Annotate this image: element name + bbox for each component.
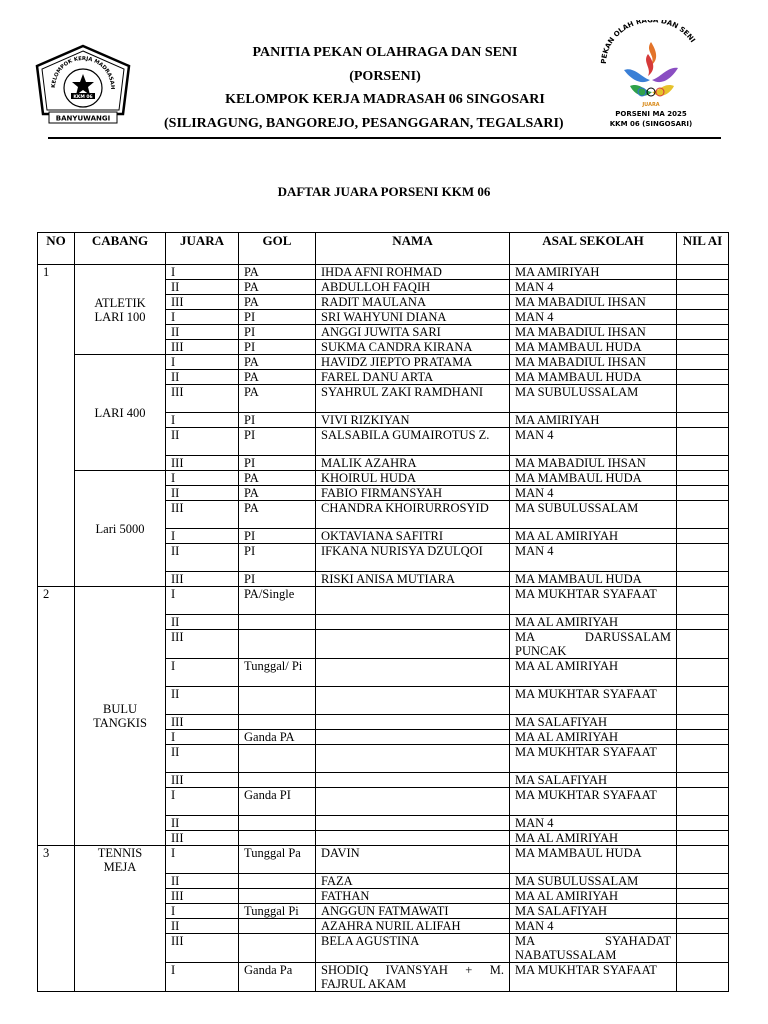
cell-asal-sekolah: MA MUKHTAR SYAFAAT <box>510 963 677 992</box>
cell-gol <box>239 630 316 659</box>
cell-asal-sekolah: MA MAMBAUL HUDA <box>510 370 677 385</box>
table-row <box>38 846 729 874</box>
col-header-juara: JUARA <box>166 233 239 265</box>
cell-gol: Tunggal Pa <box>239 846 316 874</box>
cell-gol: PI <box>239 544 316 572</box>
cell-asal-sekolah: MAN 4 <box>510 280 677 295</box>
cell-asal-sekolah: MAN 4 <box>510 310 677 325</box>
logo-left-banner-text: BANYUWANGI <box>55 114 111 123</box>
cell-nama: SRI WAHYUNI DIANA <box>316 310 510 325</box>
cell-nilai <box>677 587 729 615</box>
cell-nilai <box>677 831 729 846</box>
cell-nama: FAZA <box>316 874 510 889</box>
cell-asal-sekolah: MA SALAFIYAH <box>510 715 677 730</box>
header-line-2: (PORSENI) <box>349 69 421 84</box>
cell-nilai <box>677 659 729 687</box>
cell-gol <box>239 615 316 630</box>
cell-gol <box>239 874 316 889</box>
cell-nilai <box>677 471 729 486</box>
cell-nama: SALSABILA GUMAIROTUS Z. <box>316 428 510 456</box>
cell-asal-sekolah: MA AL AMIRIYAH <box>510 615 677 630</box>
cell-asal-sekolah: MAN 4 <box>510 816 677 831</box>
cell-juara: III <box>166 340 239 355</box>
cell-asal-sekolah: MAN 4 <box>510 544 677 572</box>
cell-asal-sekolah: MA AL AMIRIYAH <box>510 831 677 846</box>
cell-juara: II <box>166 544 239 572</box>
cell-nilai <box>677 963 729 992</box>
cell-gol: PA <box>239 385 316 413</box>
cell-nilai <box>677 413 729 428</box>
cell-asal-sekolah: MA AL AMIRIYAH <box>510 659 677 687</box>
cell-nama <box>316 730 510 745</box>
col-header-cabang: CABANG <box>75 233 166 265</box>
cell-juara: I <box>166 788 239 816</box>
cell-nilai <box>677 904 729 919</box>
cell-juara: I <box>166 904 239 919</box>
cell-nama: DAVIN <box>316 846 510 874</box>
cell-nama: OKTAVIANA SAFITRI <box>316 529 510 544</box>
cell-gol: PI <box>239 340 316 355</box>
cell-gol <box>239 934 316 963</box>
cell-asal-sekolah: MA MUKHTAR SYAFAAT <box>510 687 677 715</box>
cell-nama: RADIT MAULANA <box>316 295 510 310</box>
cell-juara: II <box>166 486 239 501</box>
cell-nama: SHODIQ IVANSYAH + M. FAJRUL AKAM <box>316 963 510 992</box>
header-line-1: PANITIA PEKAN OLAHRAGA DAN SENI <box>252 45 518 60</box>
cell-gol: Ganda Pa <box>239 963 316 992</box>
cell-gol <box>239 745 316 773</box>
cell-cabang: TENNIS MEJA <box>75 846 166 992</box>
cell-juara: II <box>166 816 239 831</box>
cell-nilai <box>677 280 729 295</box>
cell-juara: II <box>166 919 239 934</box>
cell-nama <box>316 773 510 788</box>
logo-left-center-text: KKM 06 <box>73 95 93 100</box>
header-line-3: KELOMPOK KERJA MADRASAH 06 SINGOSARI <box>225 92 545 107</box>
cell-nilai <box>677 874 729 889</box>
cell-gol: PA <box>239 295 316 310</box>
cell-gol: PI <box>239 413 316 428</box>
cell-nama <box>316 659 510 687</box>
cell-nilai <box>677 773 729 788</box>
cell-nilai <box>677 340 729 355</box>
cell-gol: PA <box>239 355 316 370</box>
cell-asal-sekolah: MA MAMBAUL HUDA <box>510 846 677 874</box>
cell-juara: III <box>166 501 239 529</box>
cell-juara: I <box>166 963 239 992</box>
cell-juara: III <box>166 572 239 587</box>
cell-gol: PA <box>239 486 316 501</box>
cell-asal-sekolah: MA MUKHTAR SYAFAAT <box>510 587 677 615</box>
cell-gol <box>239 773 316 788</box>
cell-asal-sekolah: MA SALAFIYAH <box>510 904 677 919</box>
cell-nilai <box>677 370 729 385</box>
cell-juara: III <box>166 889 239 904</box>
cell-asal-sekolah: MA MAMBAUL HUDA <box>510 471 677 486</box>
kkm-logo <box>33 44 133 126</box>
cell-asal-sekolah: MA MUKHTAR SYAFAAT <box>510 745 677 773</box>
cell-nilai <box>677 730 729 745</box>
svg-text:JUARA: JUARA <box>642 102 660 108</box>
cell-asal-sekolah: MA MABADIUL IHSAN <box>510 325 677 340</box>
cell-nilai <box>677 486 729 501</box>
cell-nilai <box>677 816 729 831</box>
cell-nilai <box>677 310 729 325</box>
cell-gol: PI <box>239 325 316 340</box>
cell-juara: III <box>166 715 239 730</box>
col-header-asal-sekolah: ASAL SEKOLAH <box>510 233 677 265</box>
cell-nama: BELA AGUSTINA <box>316 934 510 963</box>
cell-gol: PI <box>239 456 316 471</box>
cell-nama: ANGGI JUWITA SARI <box>316 325 510 340</box>
cell-gol <box>239 816 316 831</box>
cell-asal-sekolah: MA AL AMIRIYAH <box>510 889 677 904</box>
cell-nama <box>316 745 510 773</box>
header-line-4: (SILIRAGUNG, BANGOREJO, PESANGGARAN, TEGALSARI) <box>164 116 564 131</box>
cell-nilai <box>677 615 729 630</box>
cell-juara: II <box>166 687 239 715</box>
cell-juara: I <box>166 471 239 486</box>
cell-nilai <box>677 265 729 280</box>
cell-nilai <box>677 788 729 816</box>
header-divider <box>48 137 721 139</box>
winners-table <box>37 232 729 992</box>
cell-juara: II <box>166 615 239 630</box>
cell-cabang: ATLETIK LARI 100 <box>75 265 166 355</box>
cell-juara: II <box>166 874 239 889</box>
cell-nama <box>316 831 510 846</box>
cell-juara: I <box>166 659 239 687</box>
cell-nama: SUKMA CANDRA KIRANA <box>316 340 510 355</box>
cell-juara: I <box>166 529 239 544</box>
logo-left-ring-text: KELOMPOK KERJA MADRASAH <box>50 55 116 90</box>
table-body <box>38 265 729 992</box>
col-header-gol: GOL <box>239 233 316 265</box>
cell-nilai <box>677 544 729 572</box>
cell-nilai <box>677 572 729 587</box>
cell-nilai <box>677 428 729 456</box>
cell-nilai <box>677 355 729 370</box>
cell-nama: FATHAN <box>316 889 510 904</box>
cell-gol: PI <box>239 310 316 325</box>
cell-gol: Ganda PA <box>239 730 316 745</box>
cell-gol: PA <box>239 370 316 385</box>
cell-nilai <box>677 295 729 310</box>
cell-nilai <box>677 325 729 340</box>
cell-asal-sekolah: MA SUBULUSSALAM <box>510 501 677 529</box>
cell-juara: I <box>166 355 239 370</box>
cell-nilai <box>677 919 729 934</box>
cell-asal-sekolah: MA MAMBAUL HUDA <box>510 572 677 587</box>
cell-juara: III <box>166 295 239 310</box>
table-row <box>38 355 729 370</box>
cell-asal-sekolah: MA SYAHADAT NABATUSSALAM <box>510 934 677 963</box>
cell-nama: ABDULLOH FAQIH <box>316 280 510 295</box>
cell-asal-sekolah: MA MUKHTAR SYAFAAT <box>510 788 677 816</box>
cell-juara: II <box>166 280 239 295</box>
cell-gol: Tunggal Pi <box>239 904 316 919</box>
cell-juara: III <box>166 630 239 659</box>
cell-juara: II <box>166 745 239 773</box>
cell-nama: KHOIRUL HUDA <box>316 471 510 486</box>
cell-asal-sekolah: MA AL AMIRIYAH <box>510 730 677 745</box>
cell-asal-sekolah: MA MABADIUL IHSAN <box>510 355 677 370</box>
cell-gol: PA <box>239 265 316 280</box>
cell-juara: III <box>166 934 239 963</box>
cell-gol: PA <box>239 471 316 486</box>
cell-nilai <box>677 687 729 715</box>
cell-nama <box>316 587 510 615</box>
cell-nama <box>316 816 510 831</box>
cell-nama <box>316 615 510 630</box>
cell-asal-sekolah: MA SUBULUSSALAM <box>510 874 677 889</box>
cell-juara: II <box>166 325 239 340</box>
cell-nama: MALIK AZAHRA <box>316 456 510 471</box>
cell-juara: II <box>166 370 239 385</box>
cell-nilai <box>677 934 729 963</box>
cell-juara: II <box>166 428 239 456</box>
cell-asal-sekolah: MAN 4 <box>510 428 677 456</box>
cell-nama <box>316 788 510 816</box>
cell-nilai <box>677 745 729 773</box>
cell-gol <box>239 687 316 715</box>
cell-asal-sekolah: MA MAMBAUL HUDA <box>510 340 677 355</box>
cell-nama: FAREL DANU ARTA <box>316 370 510 385</box>
cell-nama: IHDA AFNI ROHMAD <box>316 265 510 280</box>
cell-gol: PI <box>239 428 316 456</box>
cell-juara: I <box>166 413 239 428</box>
cell-juara: III <box>166 456 239 471</box>
cell-no: 1 <box>38 265 75 587</box>
col-header-nilai: NIL AI <box>677 233 729 265</box>
cell-gol: PA <box>239 280 316 295</box>
cell-juara: III <box>166 773 239 788</box>
cell-cabang: BULU TANGKIS <box>75 587 166 846</box>
cell-nama: RISKI ANISA MUTIARA <box>316 572 510 587</box>
cell-nilai <box>677 529 729 544</box>
cell-nilai <box>677 456 729 471</box>
cell-juara: I <box>166 265 239 280</box>
table-header-row <box>38 233 729 265</box>
cell-gol <box>239 715 316 730</box>
cell-gol: PA <box>239 501 316 529</box>
cell-gol: PA/Single <box>239 587 316 615</box>
table-row <box>38 471 729 486</box>
cell-juara: I <box>166 587 239 615</box>
logo-right-line2: KKM 06 (SINGOSARI) <box>609 120 693 128</box>
cell-nilai <box>677 846 729 874</box>
cell-nama: HAVIDZ JIEPTO PRATAMA <box>316 355 510 370</box>
cell-nama <box>316 630 510 659</box>
cell-gol: PI <box>239 572 316 587</box>
cell-nilai <box>677 889 729 904</box>
cell-asal-sekolah: MA AL AMIRIYAH <box>510 529 677 544</box>
cell-nama: IFKANA NURISYA DZULQOI <box>316 544 510 572</box>
cell-asal-sekolah: MA SALAFIYAH <box>510 773 677 788</box>
cell-nilai <box>677 715 729 730</box>
cell-asal-sekolah: MAN 4 <box>510 919 677 934</box>
cell-gol: PI <box>239 529 316 544</box>
cell-nama: ANGGUN FATMAWATI <box>316 904 510 919</box>
logo-right-arc-text: PEKAN OLAH RAGA DAN SENI <box>599 20 697 65</box>
table-row <box>38 265 729 280</box>
table-row <box>38 587 729 615</box>
cell-no: 2 <box>38 587 75 846</box>
cell-nilai <box>677 385 729 413</box>
cell-nama: AZAHRA NURIL ALIFAH <box>316 919 510 934</box>
col-header-nama: NAMA <box>316 233 510 265</box>
cell-nama: CHANDRA KHOIRURROSYID <box>316 501 510 529</box>
cell-asal-sekolah: MA MABADIUL IHSAN <box>510 295 677 310</box>
cell-juara: III <box>166 831 239 846</box>
cell-juara: I <box>166 846 239 874</box>
cell-nilai <box>677 501 729 529</box>
cell-nilai <box>677 630 729 659</box>
logo-right-line1: PORSENI MA 2025 <box>615 110 687 118</box>
cell-asal-sekolah: MA DARUSSALAM PUNCAK <box>510 630 677 659</box>
cell-juara: III <box>166 385 239 413</box>
cell-gol: Ganda PI <box>239 788 316 816</box>
cell-no: 3 <box>38 846 75 992</box>
cell-cabang: LARI 400 <box>75 355 166 471</box>
cell-asal-sekolah: MAN 4 <box>510 486 677 501</box>
cell-gol: Tunggal/ Pi <box>239 659 316 687</box>
cell-nama: FABIO FIRMANSYAH <box>316 486 510 501</box>
cell-nama <box>316 687 510 715</box>
cell-asal-sekolah: MA AMIRIYAH <box>510 413 677 428</box>
col-header-no: NO <box>38 233 75 265</box>
cell-cabang: Lari 5000 <box>75 471 166 587</box>
cell-nama: VIVI RIZKIYAN <box>316 413 510 428</box>
cell-juara: I <box>166 730 239 745</box>
cell-gol <box>239 889 316 904</box>
cell-nama <box>316 715 510 730</box>
cell-juara: I <box>166 310 239 325</box>
document-title: DAFTAR JUARA PORSENI KKM 06 <box>277 184 491 199</box>
cell-asal-sekolah: MA SUBULUSSALAM <box>510 385 677 413</box>
cell-gol <box>239 831 316 846</box>
cell-nama: SYAHRUL ZAKI RAMDHANI <box>316 385 510 413</box>
cell-asal-sekolah: MA AMIRIYAH <box>510 265 677 280</box>
cell-asal-sekolah: MA MABADIUL IHSAN <box>510 456 677 471</box>
cell-gol <box>239 919 316 934</box>
